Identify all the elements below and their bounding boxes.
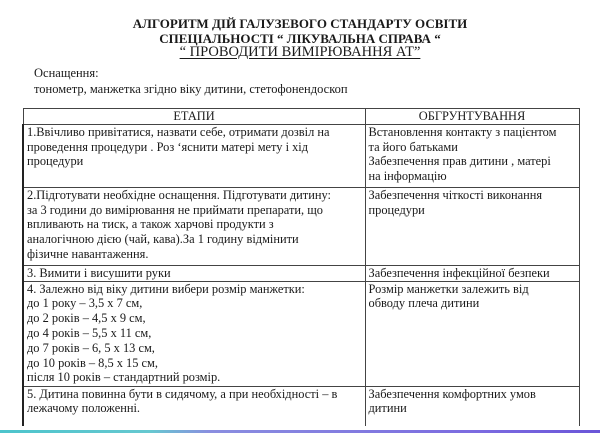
- step-text: 3. Вимити і висушити руки: [27, 265, 171, 280]
- procedure-title: “ ПРОВОДИТИ ВИМІРЮВАННЯ АТ”: [179, 44, 421, 60]
- reason-text: Встановлення контакту з пацієнтом: [368, 124, 557, 139]
- algorithm-table: [22, 108, 580, 427]
- table-header-row: [23, 109, 579, 125]
- step-text: проведення процедури . Роз ‘яснити матері мету і хід: [27, 139, 309, 154]
- step-text: впливають на тиск, а також харчові продукти з: [27, 217, 274, 232]
- reason-cell: [365, 187, 579, 265]
- table-row: [23, 386, 579, 427]
- step-text: лежачому положенні.: [27, 401, 141, 416]
- equipment-value: тонометр, манжетка згідно віку дитини, стетофонендоскоп: [34, 82, 348, 96]
- reason-cell: [365, 124, 579, 187]
- step-text: до 10 років – 8,5 х 15 см,: [27, 355, 158, 370]
- reason-text: обводу плеча дитини: [368, 296, 480, 311]
- step-text: фізичне навантаження.: [27, 246, 149, 261]
- step-cell: [23, 386, 365, 427]
- step-text: до 2 років – 4,5 х 9 см,: [27, 311, 146, 326]
- header-stages: ЕТАПИ: [23, 109, 365, 125]
- reason-text: та його батьками: [368, 139, 458, 154]
- table-row: [23, 124, 579, 187]
- reason-text: на інформацію: [368, 169, 447, 184]
- title-line-3: [0, 45, 600, 60]
- table-row: [23, 187, 579, 265]
- step-cell: [23, 187, 365, 265]
- step-text: до 4 років – 5,5 х 11 см,: [27, 325, 152, 340]
- step-text: процедури: [27, 154, 84, 169]
- reason-text: Забезпечення прав дитини , матері: [368, 154, 551, 169]
- reason-text: Забезпечення інфекційної безпеки: [368, 265, 550, 280]
- step-text: до 1 року – 3,5 х 7 см,: [27, 296, 143, 311]
- step-text: після 10 років – стандартний розмір.: [27, 370, 221, 385]
- step-cell: [23, 281, 365, 386]
- reason-text: Забезпечення чіткості виконання: [368, 187, 543, 202]
- header-justification: ОБГРУНТУВАННЯ: [365, 109, 579, 125]
- equipment-label: Оснащення:: [34, 66, 99, 80]
- step-text: за 3 години до вимірювання не приймати препарати, що: [27, 202, 323, 217]
- step-text: 4. Залежно від віку дитини вибери розмір манжетки:: [27, 281, 305, 296]
- table-row: [23, 265, 579, 281]
- step-cell: [23, 265, 365, 281]
- step-cell: [23, 124, 365, 187]
- step-text: 1.Ввічливо привітатися, назвати себе, отримати дозвіл на: [27, 124, 330, 139]
- reason-cell: [365, 281, 579, 386]
- reason-cell: [365, 265, 579, 281]
- title-line-1: АЛГОРИТМ ДІЙ ГАЛУЗЕВОГО СТАНДАРТУ ОСВІТИ: [132, 16, 468, 31]
- title-line-2: СПЕЦІАЛЬНОСТІ “ ЛІКУВАЛЬНА СПРАВА “: [159, 31, 441, 46]
- reason-text: Забезпечення комфортних умов: [368, 386, 536, 401]
- table-row: [23, 281, 579, 386]
- reason-text: дитини: [368, 401, 407, 416]
- reason-text: Розмір манжетки залежить від: [368, 281, 529, 296]
- reason-text: процедури: [368, 202, 425, 217]
- step-text: до 7 років – 6, 5 х 13 см,: [27, 340, 155, 355]
- step-text: аналогічною дією (чай, кава).За 1 годину відмінити: [27, 232, 299, 247]
- reason-cell: [365, 386, 579, 427]
- step-text: 2.Підготувати необхідне оснащення. Підготувати дитину:: [27, 187, 331, 202]
- step-text: 5. Дитина повинна бути в сидячому, а при необхідності – в: [27, 386, 338, 401]
